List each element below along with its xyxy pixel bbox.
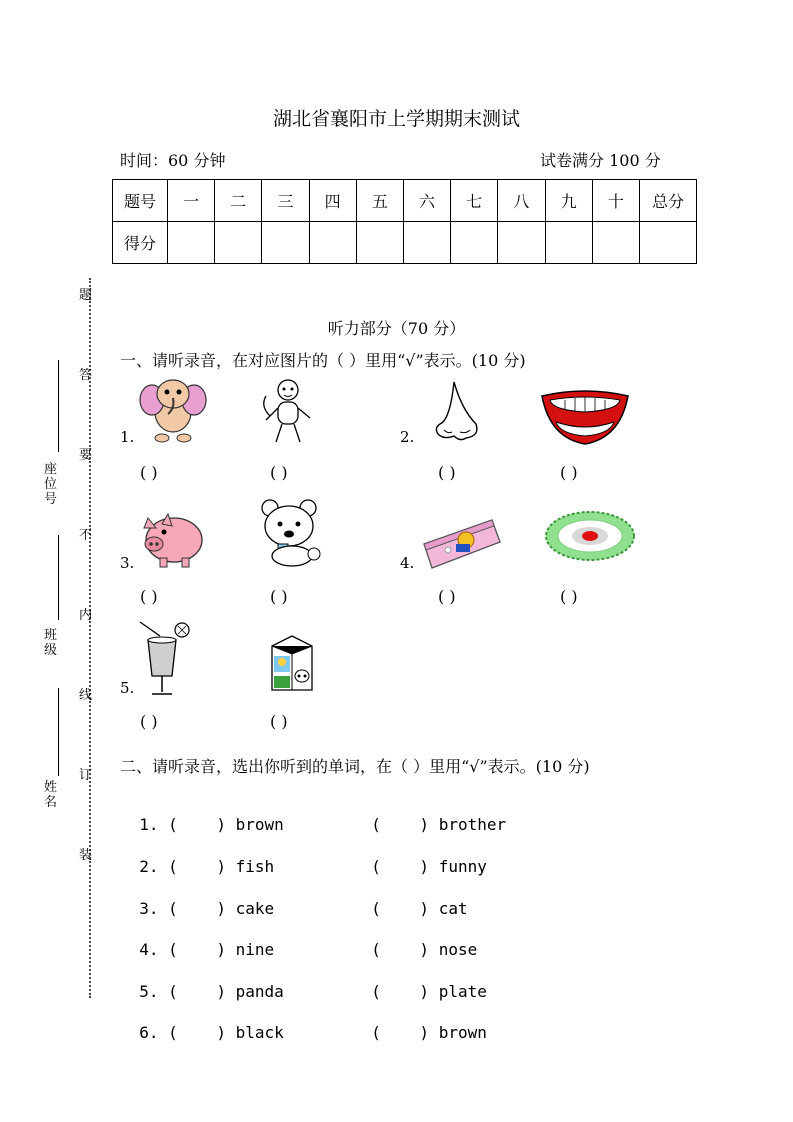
word-choice-row [120, 1004, 284, 1042]
answer-parentheses[interactable]: ( ) [371, 899, 439, 918]
row-number: 5. [139, 982, 159, 1001]
word-option-b: funny [438, 857, 487, 876]
answer-parentheses[interactable]: ( ) [371, 857, 439, 876]
score-header-cell: 三 [262, 180, 309, 222]
listening-section-title: 听力部分（70 分） [327, 319, 466, 338]
answer-parentheses[interactable]: ( ) [560, 463, 578, 482]
word-option-b: brother [438, 815, 507, 834]
score-cell[interactable] [262, 222, 309, 264]
word-option-b: cat [438, 899, 468, 918]
word-choice-row-b [352, 880, 468, 918]
answer-parentheses[interactable]: ( ) [158, 982, 236, 1001]
elephant-icon [138, 372, 208, 446]
bear-icon [258, 498, 324, 570]
score-cell[interactable] [168, 222, 215, 264]
word-option-b: plate [438, 982, 487, 1001]
word-choice-row [120, 880, 274, 918]
plate-icon [544, 508, 636, 564]
score-cell[interactable] [498, 222, 545, 264]
item-number: 3. [120, 554, 135, 572]
margin-char: 装 [79, 848, 93, 863]
answer-parentheses[interactable]: ( ) [560, 587, 578, 606]
full-score-label: 试卷满分 100 分 [540, 151, 661, 170]
score-header-cell: 七 [451, 180, 498, 222]
score-cell[interactable] [640, 222, 697, 264]
word-choice-row [120, 796, 284, 834]
answer-parentheses[interactable]: ( ) [371, 1023, 439, 1042]
score-header-cell: 四 [309, 180, 356, 222]
answer-parentheses[interactable]: ( ) [438, 463, 456, 482]
score-cell[interactable] [451, 222, 498, 264]
answer-parentheses[interactable]: ( ) [158, 940, 236, 959]
row-number: 3. [139, 899, 159, 918]
pencil-box-icon [420, 514, 504, 570]
score-row-label: 得分 [113, 222, 168, 264]
score-header-cell: 一 [168, 180, 215, 222]
margin-char: 线 [79, 688, 93, 703]
score-cell[interactable] [356, 222, 403, 264]
margin-char: 不 [79, 528, 93, 543]
nose-icon [432, 380, 482, 442]
word-option-b: brown [438, 1023, 487, 1042]
part2-instruction: 二、请听录音，选出你听到的单词，在（ ）里用“√”表示。(10 分) [120, 757, 590, 776]
item-number: 1. [120, 428, 135, 446]
part1-instruction: 一、请听录音，在对应图片的（ ）里用“√”表示。(10 分) [120, 351, 526, 370]
word-option-a: cake [235, 899, 275, 918]
binding-dotted-line [89, 278, 91, 998]
pig-icon [138, 508, 206, 570]
answer-parentheses[interactable]: ( ) [371, 982, 439, 1001]
word-choice-row-b [352, 838, 487, 876]
answer-parentheses[interactable]: ( ) [158, 1023, 236, 1042]
word-choice-row-b [352, 963, 487, 1001]
margin-char: 订 [79, 768, 93, 783]
answer-parentheses[interactable]: ( ) [371, 940, 439, 959]
score-header-cell: 六 [403, 180, 450, 222]
name-line[interactable] [58, 688, 59, 776]
answer-parentheses[interactable]: ( ) [270, 712, 288, 731]
word-option-a: black [235, 1023, 284, 1042]
item-number: 2. [400, 428, 415, 446]
score-cell[interactable] [545, 222, 592, 264]
class-label: 班级 [44, 628, 58, 658]
answer-parentheses[interactable]: ( ) [158, 815, 236, 834]
time-label: 时间：60 分钟 [120, 151, 226, 170]
answer-parentheses[interactable]: ( ) [140, 463, 158, 482]
word-option-b: nose [438, 940, 478, 959]
word-choice-row-b [352, 921, 477, 959]
word-choice-row-b [352, 1004, 487, 1042]
row-number: 6. [139, 1023, 159, 1042]
monkey-icon [258, 376, 316, 446]
answer-parentheses[interactable]: ( ) [438, 587, 456, 606]
score-header-cell: 五 [356, 180, 403, 222]
item-number: 5. [120, 679, 135, 697]
score-header-cell: 八 [498, 180, 545, 222]
row-number: 4. [139, 940, 159, 959]
answer-parentheses[interactable]: ( ) [158, 857, 236, 876]
score-header-cell: 题号 [113, 180, 168, 222]
word-choice-row-b [352, 796, 506, 834]
score-cell[interactable] [403, 222, 450, 264]
score-cell[interactable] [592, 222, 639, 264]
score-cell[interactable] [215, 222, 262, 264]
margin-char: 题 [79, 288, 93, 303]
milk-icon [262, 632, 320, 696]
juice-icon [138, 618, 192, 698]
seat-number-label: 座位号 [44, 462, 58, 507]
answer-parentheses[interactable]: ( ) [140, 587, 158, 606]
class-line[interactable] [58, 535, 59, 620]
word-choice-row [120, 838, 274, 876]
page-title: 湖北省襄阳市上学期期末测试 [272, 108, 520, 130]
answer-parentheses[interactable]: ( ) [270, 463, 288, 482]
word-choice-row [120, 921, 274, 959]
answer-parentheses[interactable]: ( ) [270, 587, 288, 606]
row-number: 1. [139, 815, 159, 834]
margin-char: 答 [79, 368, 93, 383]
score-table-header-row [113, 180, 697, 222]
word-option-a: fish [235, 857, 275, 876]
word-option-a: panda [235, 982, 284, 1001]
score-header-cell: 十 [592, 180, 639, 222]
seat-number-line[interactable] [58, 360, 59, 452]
word-option-a: brown [235, 815, 284, 834]
score-table-score-row [113, 222, 697, 264]
row-number: 2. [139, 857, 159, 876]
word-option-a: nine [235, 940, 275, 959]
score-header-cell: 二 [215, 180, 262, 222]
name-label: 姓名 [44, 780, 58, 810]
word-choice-row [120, 963, 284, 1001]
item-number: 4. [400, 554, 415, 572]
answer-parentheses[interactable]: ( ) [140, 712, 158, 731]
answer-parentheses[interactable]: ( ) [371, 815, 439, 834]
score-cell[interactable] [309, 222, 356, 264]
score-header-cell: 总分 [640, 180, 697, 222]
margin-char: 内 [79, 608, 93, 623]
mouth-icon [540, 388, 630, 446]
margin-char: 要 [79, 448, 93, 463]
score-header-cell: 九 [545, 180, 592, 222]
answer-parentheses[interactable]: ( ) [158, 899, 236, 918]
score-table [112, 179, 697, 264]
